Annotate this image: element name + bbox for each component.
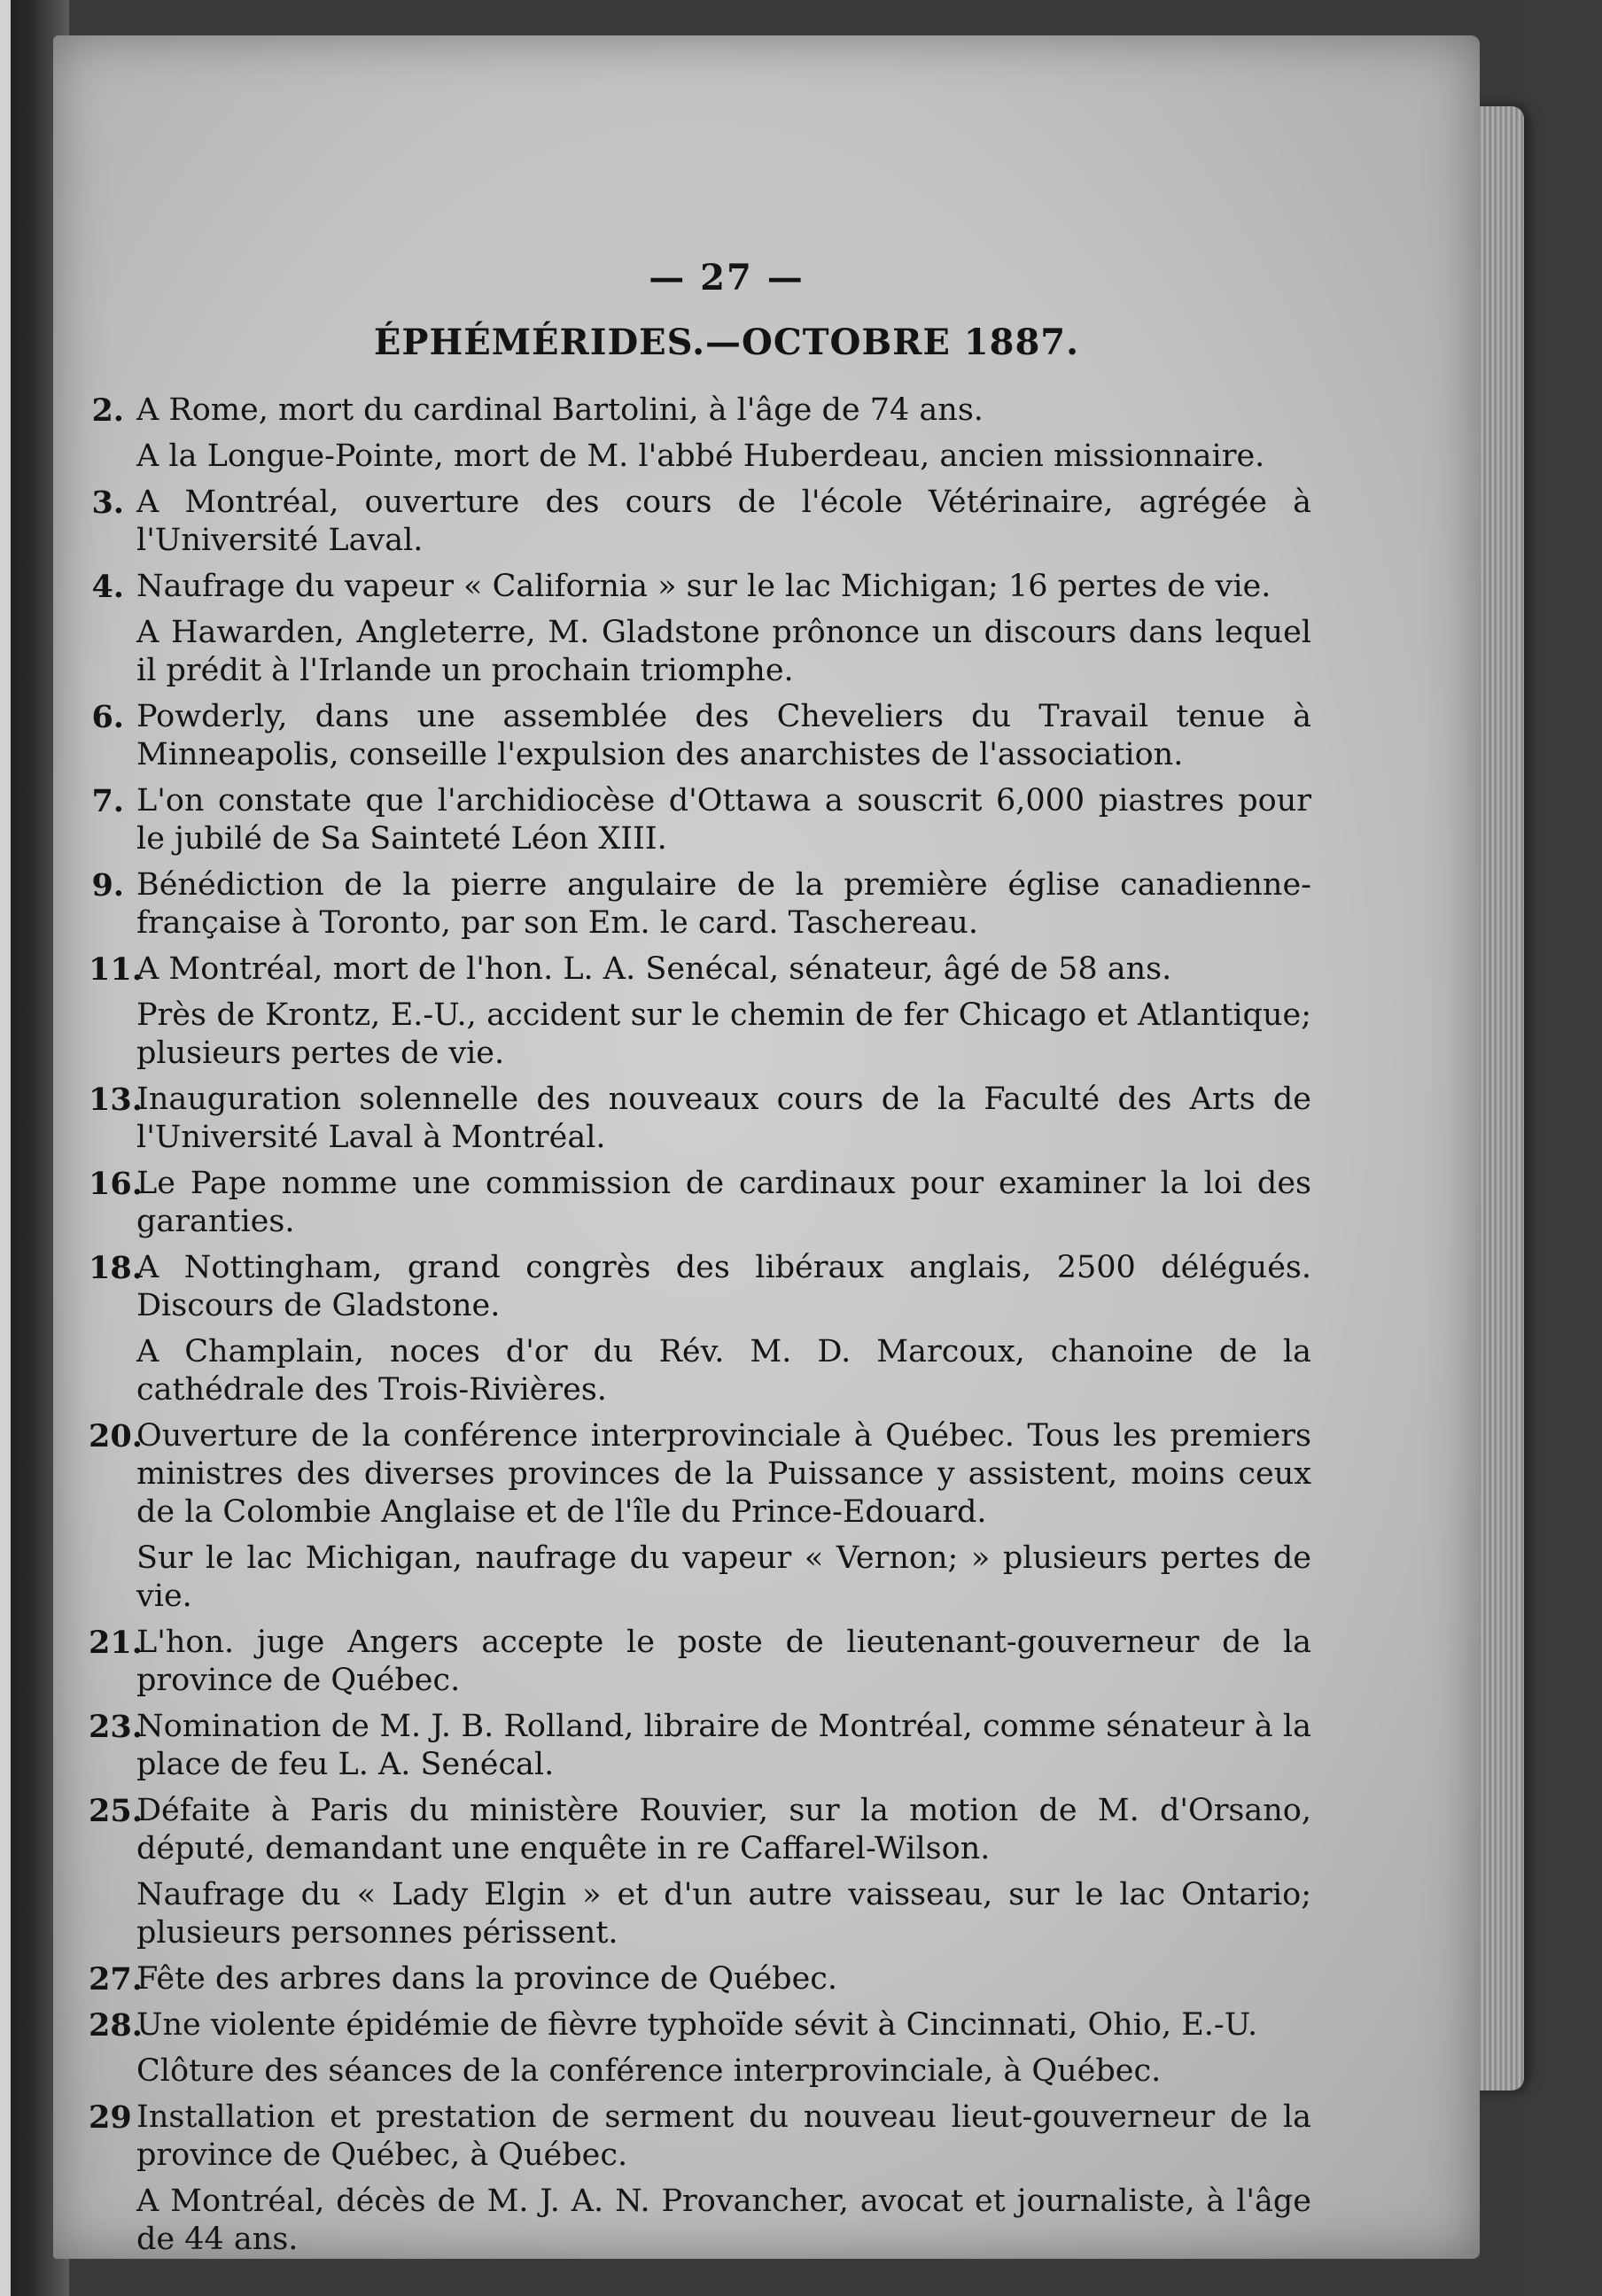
ephemeris-entry xyxy=(89,2006,1311,2044)
entry-day: 9. xyxy=(91,867,124,904)
entry-text: Fête des arbres dans la province de Québec. xyxy=(136,1961,838,1997)
entry-day xyxy=(89,997,136,1073)
ephemeris-entry xyxy=(89,392,1311,430)
entry-day: 3. xyxy=(91,485,124,521)
entry-text: A Rome, mort du cardinal Bartolini, à l'âge de 74 ans. xyxy=(136,392,984,428)
entry-text: A Nottingham, grand congrès des libéraux anglais, 2500 délégués. Discours de Gladstone. xyxy=(136,1250,1311,1323)
ephemeris-entry xyxy=(89,1708,1311,1784)
entry-day: 13. xyxy=(89,1082,143,1118)
entry-day: 29 xyxy=(89,2099,132,2136)
entry-day xyxy=(89,1876,136,1952)
ephemeris-entry xyxy=(89,568,1311,606)
ephemeris-entry xyxy=(89,950,1311,989)
page-number: — 27 — xyxy=(649,257,805,299)
entry-day: 18. xyxy=(89,1250,143,1286)
entry-text: Près de Krontz, E.-U., accident sur le chemin de fer Chicago et Atlantique; plusieurs pertes de vie. xyxy=(136,997,1311,1071)
adjacent-page-edge xyxy=(0,0,11,2296)
ephemeris-entry xyxy=(89,1624,1311,1700)
entry-day: 21. xyxy=(89,1625,143,1661)
ephemerides-list xyxy=(89,392,1311,2259)
entry-text: A la Longue-Pointe, mort de M. l'abbé Huberdeau, ancien missionnaire. xyxy=(136,438,1265,474)
entry-day: 6. xyxy=(91,699,124,735)
page-title: ÉPHÉMÉRIDES.—OCTOBRE 1887. xyxy=(373,322,1080,363)
entry-text: A Montréal, décès de M. J. A. N. Provancher, avocat et journaliste, à l'âge de 44 ans. xyxy=(136,2184,1311,2257)
ephemeris-entry xyxy=(89,1540,1311,1616)
entry-text: Ouverture de la conférence interprovinciale à Québec. Tous les premiers ministres des diverses provinces de la Puissance y assistent, moins ceux de la Colombie Anglaise et de l'île du Prince-Edouard. xyxy=(136,1418,1311,1530)
entry-text: Installation et prestation de serment du nouveau lieut-gouverneur de la province de Québec, à Québec. xyxy=(136,2099,1311,2173)
entry-text: A Montréal, mort de l'hon. L. A. Senécal, sénateur, âgé de 58 ans. xyxy=(136,951,1172,987)
ephemeris-entry xyxy=(89,698,1311,774)
entry-day: 2. xyxy=(91,392,124,429)
entry-text: L'on constate que l'archidiocèse d'Ottawa a souscrit 6,000 piastres pour le jubilé de Sa Sainteté Léon XIII. xyxy=(136,783,1311,857)
entry-day: 16. xyxy=(89,1166,143,1202)
entry-day xyxy=(89,2052,136,2090)
entry-day: 28. xyxy=(89,2007,143,2044)
page-content xyxy=(89,257,1311,2267)
entry-text: A Hawarden, Angleterre, M. Gladstone prônonce un discours dans lequel il prédit à l'Irlande un prochain triomphe. xyxy=(136,615,1311,688)
entry-day: 11. xyxy=(89,951,143,988)
ephemeris-entry xyxy=(89,782,1311,858)
ephemeris-entry xyxy=(89,1417,1311,1532)
entry-text: Nomination de M. J. B. Rolland, libraire de Montréal, comme sénateur à la place de feu L. A. Senécal. xyxy=(136,1709,1311,1782)
entry-text: Bénédiction de la pierre angulaire de la première église canadienne-française à Toronto, par son Em. le card. Taschereau. xyxy=(136,867,1311,941)
ephemeris-entry xyxy=(89,1960,1311,1998)
book-right-shadow xyxy=(1524,0,1602,2296)
ephemeris-entry xyxy=(89,614,1311,690)
ephemeris-entry xyxy=(89,1876,1311,1952)
ephemeris-entry xyxy=(89,2052,1311,2090)
ephemeris-entry xyxy=(89,866,1311,942)
entry-text: Naufrage du « Lady Elgin » et d'un autre vaisseau, sur le lac Ontario; plusieurs personnes périssent. xyxy=(136,1877,1311,1951)
entry-text: Inauguration solennelle des nouveaux cours de la Faculté des Arts de l'Université Laval à Montréal. xyxy=(136,1082,1311,1155)
entry-text: A Montréal, ouverture des cours de l'école Vétérinaire, agrégée à l'Université Laval. xyxy=(136,485,1311,558)
ephemeris-entry xyxy=(89,2183,1311,2259)
ephemeris-entry xyxy=(89,1249,1311,1325)
entry-text: Défaite à Paris du ministère Rouvier, sur la motion de M. d'Orsano, député, demandant une enquête in re Caffarel-Wilson. xyxy=(136,1793,1311,1866)
entry-text: Sur le lac Michigan, naufrage du vapeur « Vernon; » plusieurs pertes de vie. xyxy=(136,1540,1311,1614)
entry-day: 7. xyxy=(91,783,124,819)
entry-day: 20. xyxy=(89,1418,143,1454)
entry-day: 4. xyxy=(91,569,124,605)
ephemeris-entry xyxy=(89,484,1311,560)
ephemeris-entry xyxy=(89,1333,1311,1409)
ephemeris-entry xyxy=(89,2098,1311,2175)
ephemeris-entry xyxy=(89,1081,1311,1157)
entry-day: 25. xyxy=(89,1793,143,1829)
ephemeris-entry xyxy=(89,438,1311,476)
entry-text: L'hon. juge Angers accepte le poste de lieutenant-gouverneur de la province de Québec. xyxy=(136,1625,1311,1698)
ephemeris-entry xyxy=(89,997,1311,1073)
entry-day xyxy=(89,2183,136,2259)
entry-text: Clôture des séances de la conférence interprovinciale, à Québec. xyxy=(136,2053,1162,2089)
entry-text: Powderly, dans une assemblée des Cheveliers du Travail tenue à Minneapolis, conseille l'expulsion des anarchistes de l'association. xyxy=(136,699,1311,772)
entry-day xyxy=(89,1333,136,1409)
entry-day xyxy=(89,614,136,690)
entry-text: Le Pape nomme une commission de cardinaux pour examiner la loi des garanties. xyxy=(136,1166,1311,1239)
ephemeris-entry xyxy=(89,1165,1311,1241)
entry-text: Naufrage du vapeur « California » sur le lac Michigan; 16 pertes de vie. xyxy=(136,569,1271,604)
ephemeris-entry xyxy=(89,1792,1311,1868)
entry-day: 27. xyxy=(89,1961,143,1997)
entry-day xyxy=(89,1540,136,1616)
entry-text: Une violente épidémie de fièvre typhoïde sévit à Cincinnati, Ohio, E.-U. xyxy=(136,2007,1258,2043)
entry-day: 23. xyxy=(89,1709,143,1745)
entry-day xyxy=(89,438,136,476)
entry-text: A Champlain, noces d'or du Rév. M. D. Marcoux, chanoine de la cathédrale des Trois-Rivières. xyxy=(136,1334,1311,1408)
